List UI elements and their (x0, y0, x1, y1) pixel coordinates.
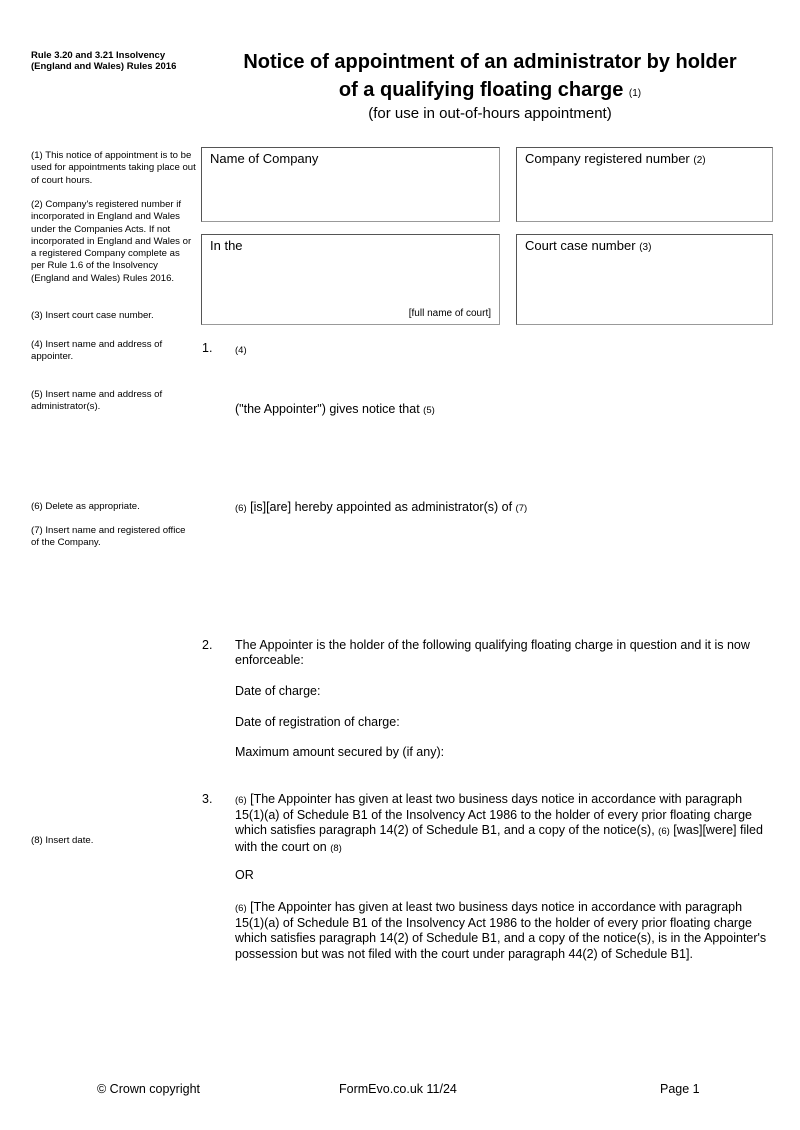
side-note-6: (6) Delete as appropriate. (31, 501, 140, 512)
section-2-text: The Appointer is the holder of the following qualifying floating charge in question and it is now enforceable: (235, 638, 750, 668)
title-line-1: Notice of appointment of an administrator by holder (243, 51, 737, 73)
court-name-field[interactable] (201, 234, 500, 325)
section-3-option-1: (6) [The Appointer has given at least two business days notice in accordance with paragraph 15(1)(a) of Schedule B1 of the Insolvency Act 1986 to the holder of every prior floating charge which satisfies paragraph 14(2) of Schedule B1, and a copy of the notice(s), (6) [was][were] filed with the court on (8) (235, 792, 763, 854)
case-number-field[interactable] (516, 234, 773, 325)
section-2-number: 2. (202, 638, 213, 652)
section-1-number: 1. (202, 341, 213, 355)
appointer-ref: (4) (235, 345, 247, 356)
appointer-notice-text: ("the Appointer") gives notice that (5) (235, 402, 435, 416)
court-hint: [full name of court] (408, 308, 491, 319)
section-3-or: OR (235, 868, 254, 882)
rule-reference: Rule 3.20 and 3.21 Insolvency (England and Wales) Rules 2016 (31, 50, 177, 72)
date-of-registration-label: Date of registration of charge: (235, 715, 400, 729)
side-note-7: (7) Insert name and registered office of the Company. (31, 525, 186, 549)
side-note-1: (1) This notice of appointment is to be used for appointments taking place out of court hours. (31, 150, 196, 186)
section-3-option-2: (6) [The Appointer has given at least two business days notice in accordance with paragraph 15(1)(a) of Schedule B1 of the Insolvency Act 1986 to the holder of every prior floating charge which satisfies paragraph 14(2) of Schedule B1, and a copy of the notice(s), is in the Appointer's possession but was not filed with the court under paragraph 44(2) of Schedule B1]. (235, 900, 767, 961)
company-number-label: Company registered number (2) (525, 151, 706, 166)
court-label: In the (210, 238, 243, 253)
company-name-field[interactable] (201, 147, 500, 222)
page-title (210, 48, 770, 108)
side-note-8: (8) Insert date. (31, 835, 94, 846)
page-subtitle: (for use in out-of-hours appointment) (368, 105, 612, 122)
side-note-2: (2) Company's registered number if incorporated in England and Wales under the Companies Acts. If not incorporated in England and Wales or a registered Company complete as per Rule 1.6 of the Insolvency (England and Wales) Rules 2016. (31, 199, 192, 284)
footer-source: FormEvo.co.uk 11/24 (339, 1082, 457, 1096)
footer-page-number: Page 1 (660, 1082, 700, 1096)
appointed-text: (6) [is][are] hereby appointed as administrator(s) of (7) (235, 500, 528, 514)
side-note-4: (4) Insert name and address of appointer. (31, 339, 163, 363)
side-note-5: (5) Insert name and address of administrator(s). (31, 389, 163, 413)
case-number-label: Court case number (3) (525, 238, 652, 253)
footer-copyright: © Crown copyright (97, 1082, 200, 1096)
company-number-field[interactable] (516, 147, 773, 222)
side-note-3: (3) Insert court case number. (31, 310, 154, 321)
title-note-ref: (1) (628, 88, 642, 99)
company-name-label: Name of Company (210, 151, 319, 166)
section-3-number: 3. (202, 792, 213, 806)
date-of-charge-label: Date of charge: (235, 684, 321, 698)
max-amount-label: Maximum amount secured by (if any): (235, 745, 445, 759)
title-line-2: of a qualifying floating charge (1) (338, 79, 642, 101)
